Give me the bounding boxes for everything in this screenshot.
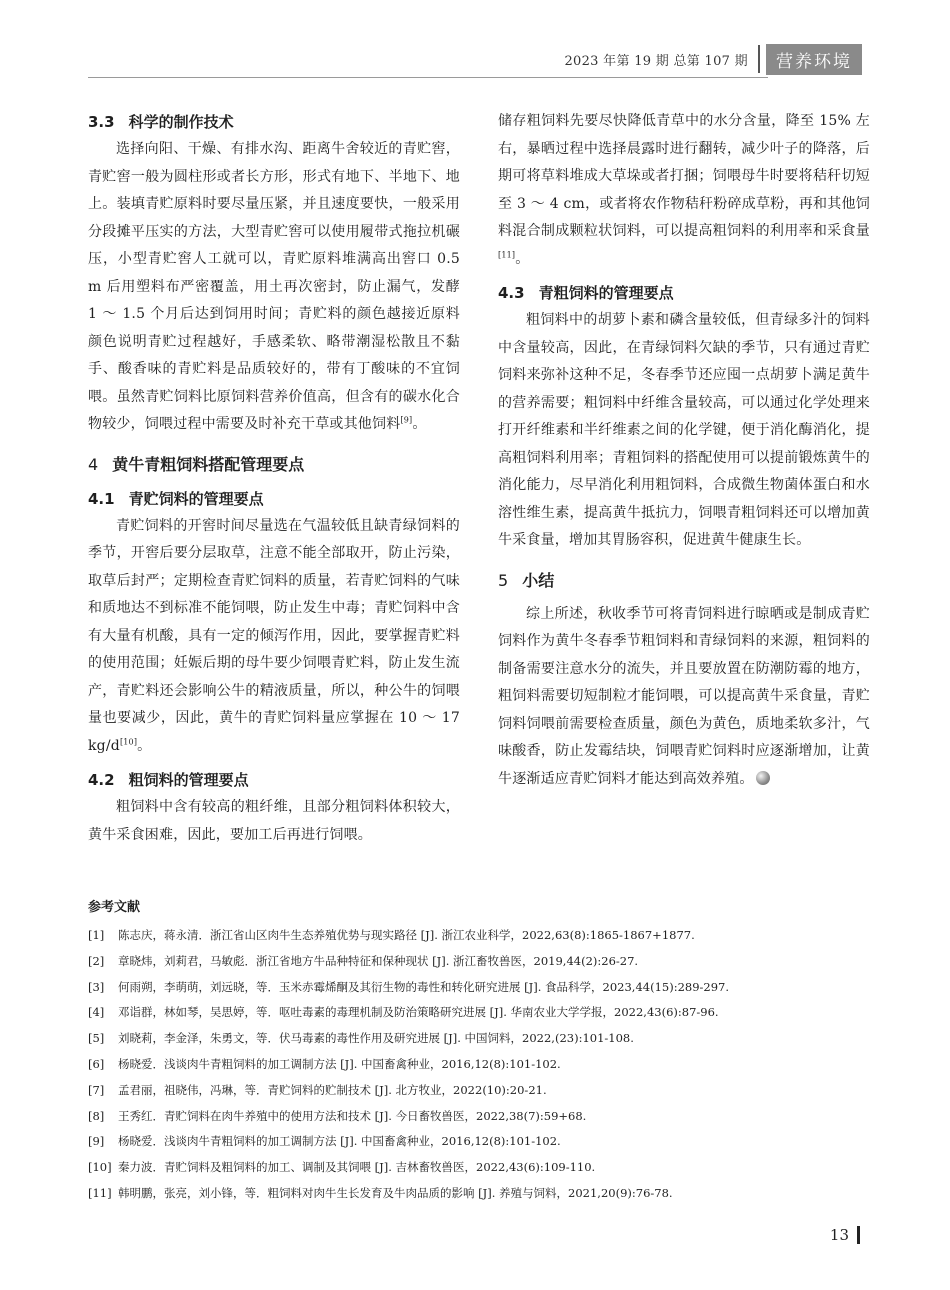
reference-index: [5]: [88, 1031, 105, 1046]
section-title: 粗饲料的管理要点: [128, 771, 249, 789]
section-4-3-heading: [498, 279, 870, 307]
citation: [10]: [119, 736, 138, 746]
paragraph-end: 。: [515, 250, 530, 267]
section-title: 小结: [522, 570, 555, 590]
paragraph-end: 。: [412, 416, 427, 432]
reference-index: [6]: [88, 1056, 105, 1071]
reference-index: [10]: [88, 1160, 112, 1175]
reference-text: 章晓炜，刘莉君，马敏彪．浙江省地方牛品种特征和保种现状 [J]. 浙江畜牧兽医，2019,44(2):26-27.: [118, 953, 639, 968]
reference-text: 陈志庆，蒋永清．浙江省山区肉牛生态养殖优势与现实路径 [J]. 浙江农业科学，2022,63(8):1865-1867+1877.: [118, 928, 695, 942]
paragraph-text: 综上所述，秋收季节可将青饲料进行晾晒或是制成青贮饲料作为黄牛冬春季节粗饲料和青绿饲料的来源，粗饲料的制备需要注意水分的流失，并且要放置在防潮防霉的地方，粗饲料需要切短制粒才能饲喂，可以提高黄牛采食量，青贮饲料饲喂前需要检查质量，颜色为黄色，质地柔软多汁，气味酸香，防止发霉结块，饲喂青贮饲料时应逐渐增加，让黄牛逐渐适应青贮饲料才能达到高效养殖。: [498, 605, 870, 787]
section-title: 青粗饲料的管理要点: [538, 284, 674, 302]
section-4-2-heading: [88, 766, 460, 794]
citation: [9]: [400, 415, 413, 425]
reference-item: [88, 1181, 868, 1207]
section-5-heading: [498, 567, 870, 595]
reference-item: [88, 1129, 868, 1155]
reference-item: [88, 1052, 868, 1078]
citation: [11]: [498, 249, 516, 259]
section-4-heading: [88, 451, 460, 479]
page-number-bar: [857, 1226, 860, 1244]
reference-item: [88, 1000, 868, 1026]
reference-text: 韩明鹏，张亮，刘小锋，等．粗饲料对肉牛生长发育及牛肉品质的影响 [J]. 养殖与饲料，2021,20(9):76-78.: [118, 1185, 673, 1200]
paragraph-5: [498, 601, 870, 794]
reference-item: [88, 923, 868, 949]
reference-item: [88, 1078, 868, 1104]
reference-item: [88, 1104, 868, 1130]
reference-item: [88, 949, 868, 975]
section-number: 4: [88, 454, 99, 474]
reference-text: 何雨朔，李萌萌，刘远晓，等．玉米赤霉烯酮及其衍生物的毒性和转化研究进展 [J]. 食品科学，2023,44(15):289-297.: [118, 979, 730, 994]
reference-index: [3]: [88, 979, 105, 994]
reference-index: [7]: [88, 1082, 105, 1097]
paragraph-4-3: 粗饲料中的胡萝卜素和磷含量较低，但青绿多汁的饲料中含量较高，因此，在青绿饲料欠缺的季节，只有通过青贮饲料来弥补这种不足，冬春季节还应囤一点胡萝卜满足黄牛的营养需要；粗饲料中纤维含量较高，可以通过化学处理来打开纤维素和半纤维素之间的化学键，便于消化酶消化，提高粗饲料利用率；青粗饲料的搭配使用可以提前锻炼黄牛的消化能力，尽早消化利用粗饲料，合成微生物菌体蛋白和水溶性维生素，提高黄牛抵抗力，饲喂青粗饲料还可以增加黄牛采食量，增加其胃肠容积，促进黄牛健康生长。: [498, 312, 870, 548]
references-title: 参考文献: [88, 900, 141, 915]
section-number: 4.1: [88, 489, 115, 508]
reference-text: 刘晓莉，李金泽，朱勇文，等．伏马毒素的毒性作用及研究进展 [J]. 中国饲料，2022,(23):101-108.: [118, 1031, 634, 1046]
section-title: 青贮饲料的管理要点: [128, 489, 264, 508]
header-divider: [758, 45, 760, 73]
reference-text: 杨晓爱．浅谈肉牛青粗饲料的加工调制方法 [J]. 中国畜禽种业，2016,12(8):101-102.: [118, 1134, 561, 1149]
section-title: 科学的制作技术: [128, 113, 234, 131]
paragraph-text: 青贮饲料的开窖时间尽量选在气温较低且缺青绿饲料的季节，开窖后要分层取草，注意不能全部取开，防止污染，取草后封严；定期检查青贮饲料的质量，若青贮饲料的气味和质地达不到标准不能饲喂，防止发生中毒；青贮饲料中含有大量有机酸，具有一定的倾泻作用，因此，要掌握青贮料的使用范围；妊娠后期的母牛要少饲喂青贮料，防止发生流产，青贮料还会影响公牛的精液质量，所以，种公牛的饲喂量也要减少，因此，黄牛的青贮饲料量应掌握在 10 ～ 17 kg/d: [88, 517, 460, 754]
right-column: [498, 108, 870, 793]
paragraph-3-3: [88, 136, 460, 439]
section-title: 黄牛青粗饲料搭配管理要点: [112, 454, 305, 474]
page-number: 13: [829, 1226, 849, 1244]
reference-index: [1]: [88, 928, 105, 942]
section-number: 3.3: [88, 113, 115, 131]
section-number: 5: [498, 570, 509, 590]
reference-index: [2]: [88, 953, 105, 968]
left-column: [88, 108, 460, 849]
reference-text: 孟君丽，祖晓伟，冯琳，等．青贮饲料的贮制技术 [J]. 北方牧业，2022(10):20-21.: [118, 1082, 547, 1097]
paragraph-4-2: 粗饲料中含有较高的粗纤维，且部分粗饲料体积较大，黄牛采食困难，因此，要加工后再进行饲喂。: [88, 799, 460, 843]
paragraph-4-2-continued: [498, 108, 870, 273]
section-number: 4.3: [498, 284, 525, 302]
section-3-3-heading: [88, 108, 460, 136]
paragraph-end: 。: [137, 737, 152, 754]
section-number: 4.2: [88, 771, 115, 789]
references: [88, 896, 868, 1207]
page-footer: [830, 1226, 860, 1244]
reference-text: 秦力波．青贮饲料及粗饲料的加工、调制及其饲喂 [J]. 吉林畜牧兽医，2022,43(6):109-110.: [118, 1160, 596, 1175]
section-4-1-heading: [88, 485, 460, 513]
reference-index: [8]: [88, 1108, 105, 1123]
paragraph-4-1: [88, 513, 460, 761]
reference-text: 杨晓爱．浅谈肉牛青粗饲料的加工调制方法 [J]. 中国畜禽种业，2016,12(8):101-102.: [118, 1056, 561, 1071]
paragraph-text: 选择向阳、干燥、有排水沟、距离牛舍较近的青贮窖，青贮窖一般为圆柱形或者长方形，形式有地下、半地下、地上。装填青贮原料时要尽量压紧，并且速度要快，一般采用分段摊平压实的方法，大型青贮窖可以使用履带式拖拉机碾压，小型青贮窖人工就可以，青贮原料堆满高出窖口 0.5 m 后用塑料布严密覆盖，用土再次密封，防止漏气，发酵 1 ～ 1.5 个月后达到饲用时间；青贮料的颜色越接近原料颜色说明青贮过程越好，手感柔软、略带潮湿松散且不黏手、酸香味的青贮料是品质较好的，带有丁酸味的不宜饲喂。虽然青贮饲料比原饲料营养价值高，但含有的碳水化合物较少，饲喂过程中需要及时补充干草或其他饲料: [88, 141, 460, 432]
reference-item: [88, 1155, 868, 1181]
reference-text: 王秀红．青贮饲料在肉牛养殖中的使用方法和技术 [J]. 今日畜牧兽医，2022,38(7):59+68.: [118, 1108, 587, 1123]
reference-index: [11]: [88, 1185, 112, 1200]
header-rule: [88, 77, 768, 78]
reference-index: [9]: [88, 1134, 105, 1149]
reference-item: [88, 975, 868, 1001]
issue-info: 2023 年第 19 期 总第 107 期: [564, 53, 748, 69]
running-header: [564, 44, 862, 74]
reference-text: 邓诣群，林如琴，吴思婷，等．呕吐毒素的毒理机制及防治策略研究进展 [J]. 华南农业大学学报，2022,43(6):87-96.: [118, 1005, 719, 1020]
section-brand: 营养环境: [766, 44, 862, 75]
article-end-icon: [756, 771, 770, 785]
reference-item: [88, 1026, 868, 1052]
paragraph-text: 储存粗饲料先要尽快降低青草中的水分含量，降至 15% 左右，暴晒过程中选择晨露时进行翻转，减少叶子的降落，后期可将草料堆成大草垛或者打捆；饲喂母牛时要将秸秆切短至 3 ～ 4 cm，或者将农作物秸秆粉碎成草粉，再和其他饲料混合制成颗粒状饲料，可以提高粗饲料的利用率和采食量: [498, 113, 870, 239]
reference-index: [4]: [88, 1005, 105, 1020]
